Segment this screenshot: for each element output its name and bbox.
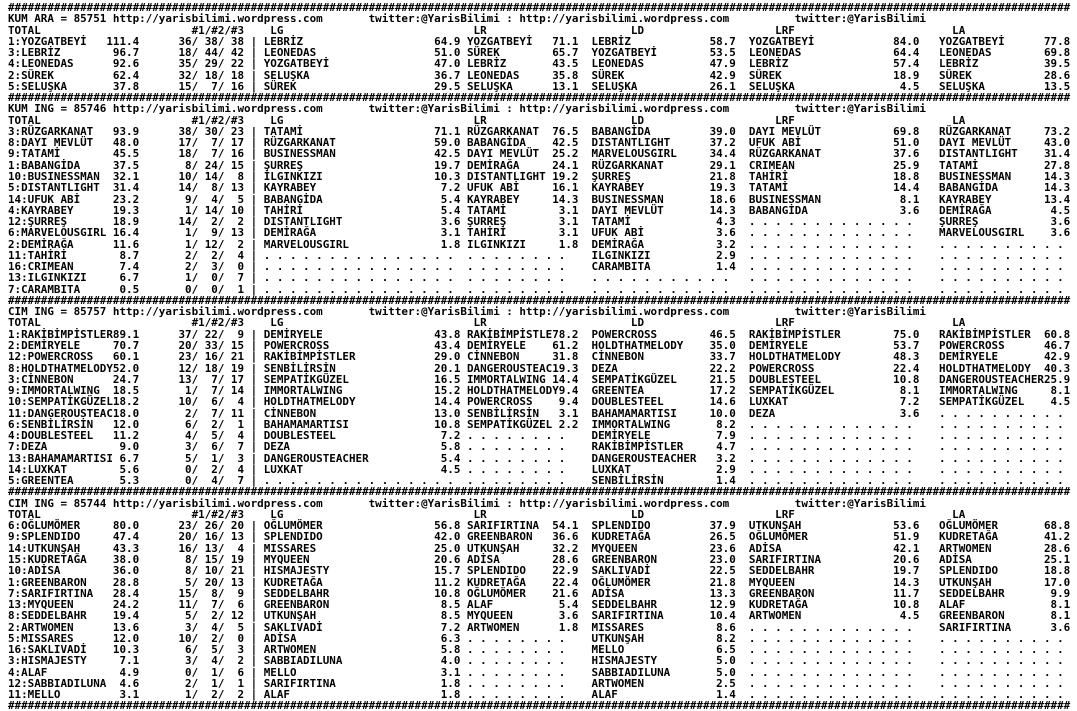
table-row: 10:ADİSA 36.0 8/ 10/ 21 | HISMAJESTY 15.7 SPLENDIDO 22.9 SAKLIVADİ 22.5 SEDDELBAHR 19.7 SPLENDIDO 18.8 [8, 564, 1071, 578]
table-row: 1:BABANGİDA 37.5 8/ 24/ 15 | ŞURREŞ 19.7 DEMİRAĞA 24.1 RÜZGARKANAT 29.1 CRIMEAN 25.9 TATAMİ 27.8 [8, 158, 1071, 172]
section-header-cim-ing-85744: CIM ING = 85744 http://yarisbilimi.wordpress.com twitter:@YarisBilimi : http://yarisbilimi.wordpress.com twitter:@YarisBilimi [8, 496, 926, 510]
table-row: 8:DAYI MEVLÜT 48.0 17/ 7/ 17 | RÜZGARKANAT 59.0 BABANGİDA 42.5 DISTANTLIGHT 37.2 UFUK ABİ 51.0 DAYI MEVLÜT 43.0 [8, 136, 1071, 150]
table-row: 9:SPLENDIDO 47.4 20/ 16/ 13 | SPLENDIDO 42.0 GREENBARON 36.6 KUDRETAĞA 26.5 OĞLUMÖMER 51.9 KUDRETAĞA 41.2 [8, 530, 1071, 544]
table-row: 4:ALAF 4.9 0/ 1/ 6 | MELLO 3.1 . . . . . . . . SABBIADILUNA 5.0 . . . . . . . . . . . . . . . . . . . . . . . [8, 665, 1064, 679]
separator-line: ################################################################################################################################################################## [8, 485, 1071, 499]
table-row: 12:SABBIADILUNA 4.6 2/ 1/ 1 | SARIFIRTINA 1.8 . . . . . . . . ARTWOMEN 2.5 . . . . . . . . . . . . . . . . . . . . . . . [8, 676, 1064, 690]
table-row: 13:ILGINKIZI 6.7 1/ 0/ 7 | . . . . . . . . . . . . . . . . . . . . . . . . . . . . . . . . . . . . . . . . . . . . . . . . . . . . . . . . . [8, 271, 1064, 285]
table-row: 13:MYQUEEN 24.2 11/ 7/ 6 | GREENBARON 8.5 ALAF 5.4 SEDDELBAHR 12.9 KUDRETAĞA 10.8 ALAF 8.1 [8, 598, 1071, 612]
separator-line: ################################################################################################################################################################## [8, 91, 1071, 105]
table-row: 2:ARTWOMEN 13.6 3/ 4/ 5 | SAKLIVADİ 7.2 ARTWOMEN 1.8 MISSARES 8.6 . . . . . . . . . . . . . SARIFIRTINA 3.6 [8, 620, 1071, 634]
table-row: 9:IMMORTALWING 18.5 1/ 7/ 14 | IMMORTALWING 15.2 HOLDTHATMELODY9.4 GREENTEA 17.2 SEMPATİKGÜZEL 8.1 IMMORTALWING 8.1 [8, 384, 1071, 398]
table-row: 12:ŞURREŞ 18.9 14/ 2/ 2 | DISTANTLIGHT 3.6 ŞURREŞ 3.1 TATAMİ 4.3 . . . . . . . . . . . . . ŞURREŞ 3.6 [8, 215, 1071, 229]
table-row: 11:MELLO 3.1 1/ 2/ 2 | ALAF 1.8 . . . . . . . . ALAF 1.4 . . . . . . . . . . . . . . . . . . . . . . . [8, 688, 1064, 702]
table-row: 16:SAKLIVADİ 10.3 6/ 5/ 3 | ARTWOMEN 5.8 . . . . . . . . MELLO 6.5 . . . . . . . . . . . . . . . . . . . . . . . [8, 643, 1064, 657]
table-row: 14:UFUK ABİ 23.2 9/ 4/ 5 | BABANGİDA 5.4 KAYRABEY 14.3 BUSINESSMAN 18.6 BUSINESSMAN 8.1 KAYRABEY 13.4 [8, 192, 1071, 206]
table-row: 3:LEBRİZ 96.7 18/ 44/ 42 | LEONEDAS 51.0 SÜREK 65.7 YOZGATBEYİ 53.5 LEONEDAS 64.4 LEONEDAS 69.8 [8, 46, 1071, 60]
table-row: 7:DEZA 9.0 3/ 6/ 7 | DEZA 5.8 . . . . . . . . RAKİBİMPİSTLER 4.7 . . . . . . . . . . . . . . . . . . . . . . . [8, 440, 1064, 454]
table-row: 2:DEMİRYELE 70.7 20/ 33/ 15 | POWERCROSS 43.4 DEMİRYELE 61.2 HOLDTHATMELODY 35.0 DEMİRYELE 53.7 POWERCROSS 46.7 [8, 338, 1071, 352]
table-row: 14:UTKUNŞAH 43.3 16/ 13/ 4 | MISSARES 25.0 UTKUNŞAH 32.2 MYQUEEN 23.6 ADİSA 42.1 ARTWOMEN 28.6 [8, 541, 1071, 555]
table-row: 15:KUDRETAĞA 38.0 8/ 15/ 19 | MYQUEEN 20.6 ADİSA 28.6 GREENBARON 23.0 SARIFIRTINA 20.6 ADİSA 25.1 [8, 553, 1071, 567]
section-header-cim-ing-85757: CIM ING = 85757 http://yarisbilimi.wordpress.com twitter:@YarisBilimi : http://yarisbilimi.wordpress.com twitter:@YarisBilimi [8, 305, 926, 319]
separator-line: ################################################################################################################################################################## [8, 293, 1071, 307]
table-row: 8:SEDDELBAHR 19.4 5/ 2/ 12 | UTKUNŞAH 8.5 MYQUEEN 3.6 SARIFIRTINA 10.4 ARTWOMEN 4.5 GREENBARON 8.1 [8, 609, 1071, 623]
separator-line: ################################################################################################################################################################## [8, 1, 1071, 14]
table-row: 13:BAHAMAMARTISI 6.7 5/ 1/ 3 | DANGEROUSTEACHER 5.4 . . . . . . . . DANGEROUSTEACHER 3.2 . . . . . . . . . . . . . . . . . . . . . . . [8, 451, 1064, 465]
table-row: 4:DOUBLESTEEL 11.2 4/ 5/ 4 | DOUBLESTEEL 7.2 . . . . . . . . DEMİRYELE 7.9 . . . . . . . . . . . . . . . . . . . . . . . [8, 429, 1064, 443]
table-row: 10:BUSINESSMAN 32.1 10/ 14/ 8 | İLGINKIZI 10.3 DISTANTLIGHT 19.2 ŞURREŞ 21.8 TAHİRİ 18.8 BUSINESSMAN 14.3 [8, 169, 1071, 183]
table-row: 7:CARAMBITA 0.5 0/ 0/ 1 | . . . . . . . . . . . . . . . . . . . . . . . . . . . . . . . . . . . . . . . . . . . . . . . . . . . . . . . . . [8, 282, 1064, 296]
table-row: 11:DANGEROUSTEAC18.0 2/ 7/ 11 | CİNNEBON 13.0 SENBİLİRSİN 3.1 BAHAMAMARTISI 10.0 DEZA 3.6 . . . . . . . . . . [8, 406, 1064, 420]
table-row: 12:POWERCROSS 60.1 23/ 16/ 21 | RAKİBİMPİSTLER 29.0 CİNNEBON 31.8 CİNNEBON 33.7 HOLDTHATMELODY 48.3 DEMİRYELE 42.9 [8, 350, 1071, 364]
column-header-row: TOTAL #1/#2/#3 LG LR LD LRF LA [8, 316, 966, 330]
column-header-row: TOTAL #1/#2/#3 LG LR LD LRF LA [8, 23, 966, 37]
table-row: 1:RAKİBİMPİSTLER89.1 37/ 22/ 9 | DEMİRYELE 43.8 RAKİBİMPİSTLE78.2 POWERCROSS 46.5 RAKİBİMPİSTLER 75.0 RAKİBİMPİSTLER 60.8 [8, 327, 1071, 341]
table-row: 2:SÜREK 62.4 32/ 18/ 18 | SELUŞKA 36.7 LEONEDAS 35.8 SÜREK 42.9 SÜREK 18.9 SÜREK 28.6 [8, 68, 1071, 82]
table-row: 2:DEMİRAĞA 11.6 1/ 12/ 2 | MARVELOUSGIRL 1.8 ILGINKIZI 1.8 DEMİRAĞA 3.2 . . . . . . . . . . . . . . . . . . . . . . . [8, 237, 1064, 251]
section-header-kum-ara-85751: KUM ARA = 85751 http://yarisbilimi.wordpress.com twitter:@YarisBilimi : http://yarisbilimi.wordpress.com twitter:@YarisBilimi [8, 12, 926, 26]
table-row: 6:SENBİLİRSİN 12.0 6/ 2/ 1 | BAHAMAMARTISI 10.8 SEMPATİKGÜZEL 2.2 IMMORTALWING 8.2 . . . . . . . . . . . . . . . . . . . . . . . [8, 417, 1064, 431]
table-row: 8:HOLDTHATMELODY52.0 12/ 18/ 19 | SENBİLİRSİN 20.1 DANGEROUSTEAC19.3 DEZA 22.2 POWERCROSS 22.4 HOLDTHATMELODY 40.3 [8, 361, 1071, 375]
table-row: 16:CRIMEAN 7.4 2/ 3/ 0 | . . . . . . . . . . . . . . . . . . . . . . . CARAMBITA 1.4 . . . . . . . . . . . . . . . . . . . . . . . [8, 260, 1064, 274]
table-row: 10:SEMPATİKGÜZEL18.2 10/ 6/ 4 | HOLDTHATMELODY 14.4 POWERCROSS 9.4 DOUBLESTEEL 14.6 LUXKAT 7.2 SEMPATİKGÜZEL 4.5 [8, 395, 1071, 409]
column-header-row: TOTAL #1/#2/#3 LG LR LD LRF LA [8, 113, 966, 127]
table-row: 4:KAYRABEY 19.3 1/ 14/ 10 | TAHİRİ 5.4 TATAMİ 3.1 DAYI MEVLÜT 14.3 BABANGİDA 3.6 DEMİRAĞA 4.5 [8, 203, 1071, 217]
table-row: 11:TAHİRİ 8.7 2/ 2/ 4 | . . . . . . . . . . . . . . . . . . . . . . . ILGINKIZI 2.9 . . . . . . . . . . . . . . . . . . . . . . . [8, 248, 1064, 262]
table-row: 1:YOZGATBEYİ 111.4 36/ 38/ 38 | LEBRİZ 64.9 YOZGATBEYİ 71.1 LEBRİZ 58.7 YOZGATBEYİ 84.0 YOZGATBEYİ 77.8 [8, 34, 1071, 48]
table-row: 3:CİNNEBON 24.7 13/ 7/ 17 | SEMPATİKGÜZEL 16.5 IMMORTALWING 14.4 SEMPATİKGÜZEL 21.5 DOUBLESTEEL 10.8 DANGEROUSTEACHER25.9 [8, 372, 1071, 386]
table-row: 5:MISSARES 12.0 10/ 2/ 0 | ADİSA 6.3 . . . . . . . . UTKUNŞAH 8.2 . . . . . . . . . . . . . . . . . . . . . . . [8, 631, 1064, 645]
table-row: 5:SELUŞKA 37.8 15/ 7/ 16 | SÜREK 29.5 SELUŞKA 13.1 SELUŞKA 26.1 SELUŞKA 4.5 SELUŞKA 13.5 [8, 79, 1071, 93]
table-row: 5:GREENTEA 5.3 0/ 4/ 7 | . . . . . . . . . . . . . . . . . . . . . . . SENBİLİRSİN 1.4 . . . . . . . . . . . . . . . . . . . . . . . [8, 474, 1064, 488]
table-row: 6:OĞLUMÖMER 80.0 23/ 26/ 20 | OĞLUMÖMER 56.8 SARIFIRTINA 54.1 SPLENDIDO 37.9 UTKUNŞAH 53.6 OĞLUMÖMER 68.8 [8, 519, 1071, 533]
table-row: 7:SARIFIRTINA 28.4 15/ 8/ 9 | SEDDELBAHR 10.8 OĞLUMÖMER 21.6 ADİSA 13.3 GREENBARON 11.7 SEDDELBAHR 9.9 [8, 586, 1071, 600]
column-header-row: TOTAL #1/#2/#3 LG LR LD LRF LA [8, 507, 966, 521]
table-row: 14:LUXKAT 5.6 0/ 2/ 4 | LUXKAT 4.5 . . . . . . . . LUXKAT 2.9 . . . . . . . . . . . . . . . . . . . . . . . [8, 462, 1064, 476]
table-row: 4:LEONEDAS 92.6 35/ 29/ 22 | YOZGATBEYİ 47.0 LEBRİZ 43.5 LEONEDAS 47.9 LEBRİZ 57.4 LEBRİZ 39.5 [8, 57, 1071, 71]
table-row: 3:HISMAJESTY 7.1 3/ 4/ 2 | SABBIADILUNA 4.0 . . . . . . . . HISMAJESTY 5.0 . . . . . . . . . . . . . . . . . . . . . . . [8, 654, 1064, 668]
table-row: 5:DISTANTLIGHT 31.4 14/ 8/ 13 | KAYRABEY 7.2 UFUK ABİ 16.1 KAYRABEY 19.3 TATAMİ 14.4 BABANGİDA 14.3 [8, 181, 1071, 195]
table-row: 3:RÜZGARKANAT 93.9 38/ 30/ 23 | TATAMİ 71.1 RÜZGARKANAT 76.5 BABANGİDA 39.0 DAYI MEVLÜT 69.8 RÜZGARKANAT 73.2 [8, 124, 1071, 138]
separator-line: ################################################################################################################################################################## [8, 699, 1071, 711]
section-header-kum-ing-85746: KUM ING = 85746 http://yarisbilimi.wordpress.com twitter:@YarisBilimi : http://yarisbilimi.wordpress.com twitter:@YarisBilimi [8, 102, 926, 116]
table-row: 9:TATAMİ 45.5 18/ 7/ 16 | BUSINESSMAN 42.5 DAYI MEVLÜT 25.2 MARVELOUSGIRL 34.4 RÜZGARKANAT 37.6 DISTANTLIGHT 31.4 [8, 147, 1071, 161]
table-row: 1:GREENBARON 28.8 5/ 20/ 13 | KUDRETAĞA 11.2 KUDRETAĞA 22.4 OĞLUMÖMER 21.8 MYQUEEN 14.3 UTKUNŞAH 17.0 [8, 575, 1071, 589]
table-row: 6:MARVELOUSGIRL 16.4 1/ 9/ 13 | DEMİRAĞA 3.1 TAHİRİ 3.1 UFUK ABİ 3.6 . . . . . . . . . . . . . MARVELOUSGIRL 3.6 [8, 226, 1071, 240]
